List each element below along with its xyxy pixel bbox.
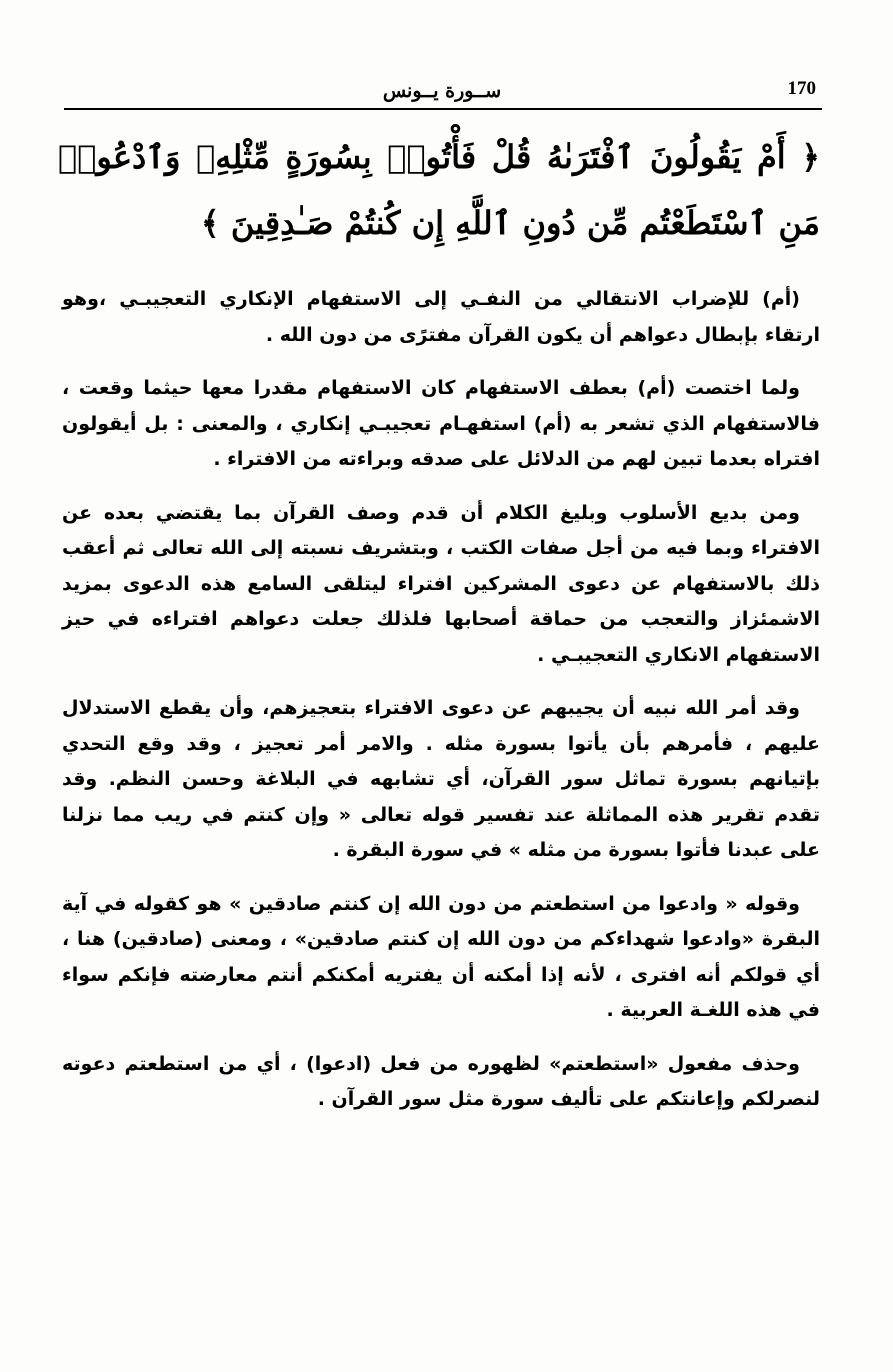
page-number: 170 bbox=[787, 78, 816, 99]
paragraph: وقد أمر الله نبيه أن يجيبهم عن دعوى الافتراء بتعجيزهم، وأن يقطع الاستدلال عليهم ، فأمرهم بأن يأتوا بسورة مثله . والامر أمر تعجيز ، وقد وقع التحدي بإتيانهم بسورة تماثل سور القرآن، أي تشابهه في البلاغة وحسن النظم. وقد تقدم تقرير هذه المماثلة عند تفسير قوله تعالى « وإن كنتم في ريب مما نزلنا على عبدنا فأتوا بسورة من مثله » في سورة البقرة . bbox=[62, 697, 820, 861]
paragraph: ومن بديع الأسلوب وبليغ الكلام أن قدم وصف القرآن بما يقتضي بعده عن الافتراء وبما فيه من أجل صفات الكتب ، وبتشريف نسبته إلى الله تعالى ثم أعقب ذلك بالاستفهام عن دعوى المشركين افتراء ليتلقى السامع هذه الدعوى بمزيد الاشمئزاز والتعجب من حماقة أصحابها فلذلك جعلت دعواهم افتراءه في حيز الاستفهام الانكاري التعجيبـي . bbox=[62, 501, 820, 666]
quran-verse: ﴿ أَمْ يَقُولُونَ ٱفْتَرَىٰهُ قُلْ فَأْتُوا۟ بِسُورَةٍ مِّثْلِهِۦ وَٱدْعُوا۟ مَنِ ٱسْتَطَعْتُم مِّن دُونِ ٱللَّهِ إِن كُنتُمْ صَـٰدِقِينَ ﴾ bbox=[58, 138, 820, 242]
commentary-body bbox=[62, 282, 820, 1136]
running-title: ســورة يــونس bbox=[382, 80, 502, 102]
page-header bbox=[62, 72, 822, 108]
paragraph: (أم) للإضراب الانتقالي من النفـي إلى الاستفهام الإنكاري التعجيبـي ،وهو ارتقاء بإبطال دعواهم أن يكون القرآن مفترًى من دون الله . bbox=[62, 288, 820, 346]
paragraph: وقوله « وادعوا من استطعتم من دون الله إن كنتم صادقين » هو كقوله في آية البقرة «وادعوا شهداءكم من دون الله إن كنتم صادقين» ، ومعنى (صادقين) هنا ، أي قولكم أنه افترى ، لأنه إذا أمكنه أن يفتريه أمكنكم أنتم معارضته فإنكم سواء في هذه اللغـة العربية . bbox=[62, 892, 820, 1021]
header-divider bbox=[64, 108, 822, 110]
paragraph: ولما اختصت (أم) بعطف الاستفهام كان الاستفهام مقدرا معها حيثما وقعت ، فالاستفهام الذي تشعر به (أم) استفهـام تعجيبـي إنكاري ، والمعنى : بل أيقولون افتراه بعدما تبين لهم من الدلائل على صدقه وبراءته من الافتراء . bbox=[62, 377, 820, 470]
paragraph: وحذف مفعول «استطعتم» لظهوره من فعل (ادعوا) ، أي من استطعتم دعوته لنصرلكم وإعانتكم على تأليف سورة مثل سور القرآن . bbox=[62, 1052, 820, 1110]
